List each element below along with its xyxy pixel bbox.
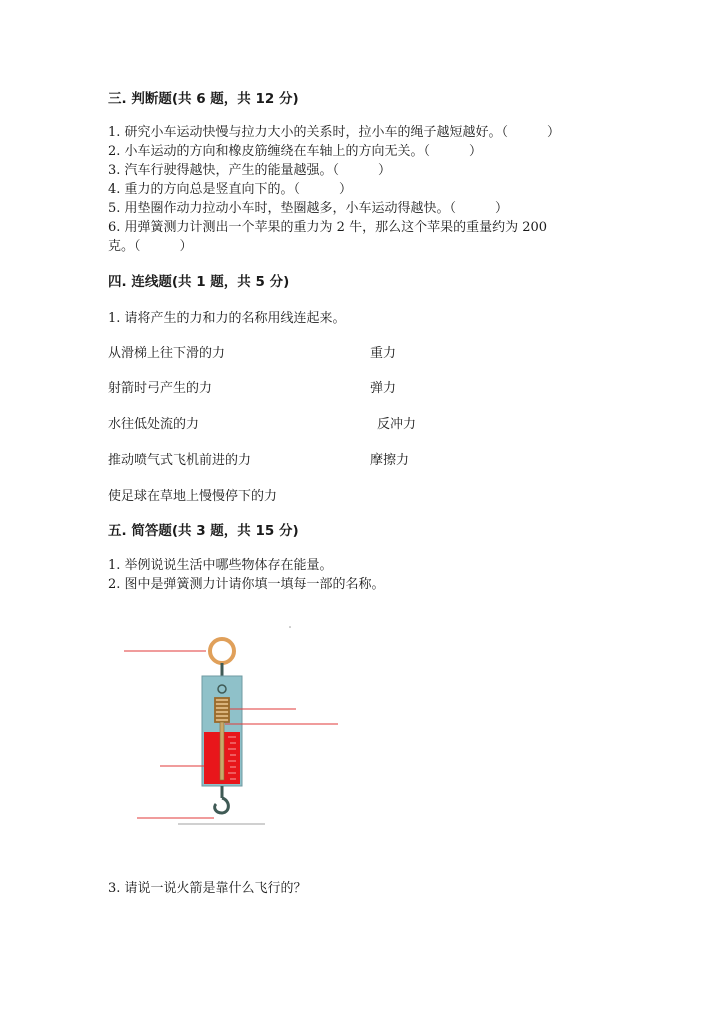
short-answer-1: 1. 举例说说生活中哪些物体存在能量。	[108, 558, 333, 573]
hook-icon	[215, 798, 229, 813]
ring-icon	[210, 639, 234, 663]
match-left-2: 射箭时弓产生的力	[108, 381, 213, 396]
short-answer-2: 2. 图中是弹簧测力计请你填一填每一部的名称。	[108, 577, 385, 592]
match-left-1: 从滑梯上往下滑的力	[108, 346, 226, 361]
match-right-4: 摩擦力	[370, 453, 410, 468]
judgment-item-5: 5. 用垫圈作动力拉动小车时，垫圈越多，小车运动得越快。（ ）	[108, 201, 509, 216]
judgment-item-6: 6. 用弹簧测力计测出一个苹果的重力为 2 牛，那么这个苹果的重量约为 200	[108, 220, 548, 235]
speck	[289, 626, 291, 628]
short-answer-3: 3. 请说一说火箭是靠什么飞行的？	[108, 881, 307, 896]
spring-coil	[215, 698, 229, 722]
matching-question: 1. 请将产生的力和力的名称用线连起来。	[108, 311, 346, 326]
judgment-item-6-cont: 克。（ ）	[108, 239, 193, 254]
pointer-rod	[220, 722, 224, 780]
match-right-1: 重力	[370, 346, 397, 361]
match-right-2: 弹力	[370, 381, 397, 396]
match-right-3: 反冲力	[377, 417, 417, 432]
section-4-title: 四. 连线题(共 1 题，共 5 分)	[108, 274, 290, 290]
match-left-4: 推动喷气式飞机前进的力	[108, 453, 252, 468]
judgment-item-4: 4. 重力的方向总是竖直向下的。（ ）	[108, 182, 353, 197]
match-left-3: 水往低处流的力	[108, 417, 200, 432]
judgment-item-1: 1. 研究小车运动快慢与拉力大小的关系时，拉小车的绳子越短越好。（ ）	[108, 125, 561, 140]
match-left-5: 使足球在草地上慢慢停下的力	[108, 489, 278, 504]
judgment-item-2: 2. 小车运动的方向和橡皮筋缠绕在车轴上的方向无关。（ ）	[108, 144, 483, 159]
section-3-title: 三. 判断题(共 6 题，共 12 分)	[108, 91, 299, 107]
section-5-title: 五. 简答题(共 3 题，共 15 分)	[108, 523, 299, 539]
judgment-item-3: 3. 汽车行驶得越快，产生的能量越强。（ ）	[108, 163, 392, 178]
